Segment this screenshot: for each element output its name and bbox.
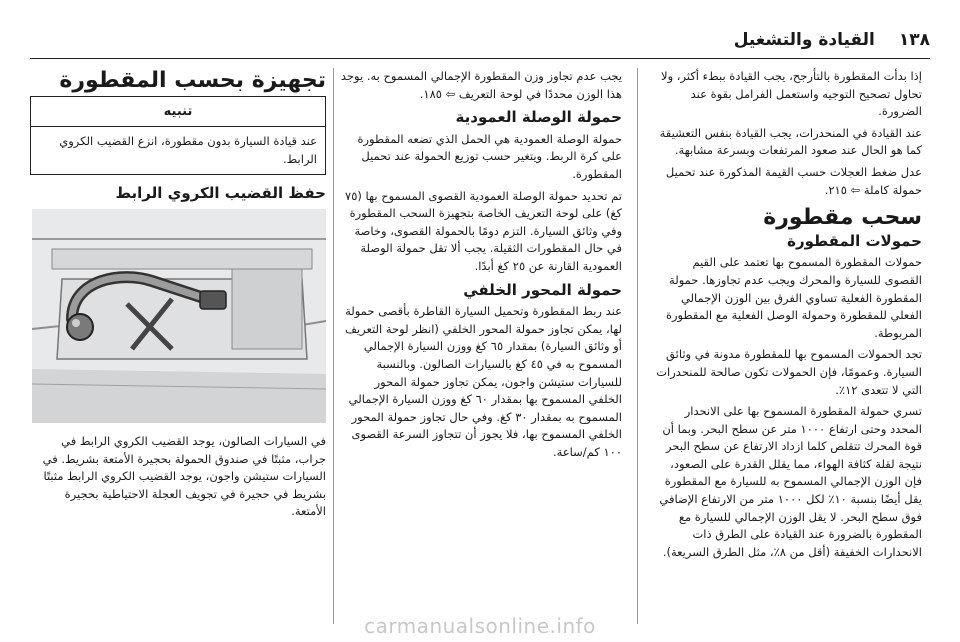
page-header (30, 10, 930, 50)
column-left (30, 68, 326, 525)
section-heading: سحب مقطورة (763, 205, 922, 231)
column-middle (340, 68, 622, 465)
paragraph: تسري حمولة المقطورة المسموح بها على الانحدار المحدد وحتى ارتفاع ١٠٠٠ متر عن سطح البحر. وبما أن قوة المحرك تتقلص كلما ازداد الارتفاع عن سطح البحر نتيجة لقلة كثافة الهواء، مما يقلل القدرة على الصعود، فإن الوزن الإجمالي المسموح به للسيارة مع المقطورة يقل أيضًا بنسبة ١٠٪ لكل ١٠٠٠ متر من الارتفاع الإضافي فوق سطح البحر. لا يقل الوزن الإجمالي للسيارة مع المقطورة بالضرورة عند القيادة على الطرق ذات الانحدارات الخفيفة (أقل من ٨٪، مثل الطرق السريعة). (659, 404, 922, 559)
caution-title: تنبيه (31, 97, 325, 128)
paragraph: عدل ضغط العجلات حسب القيمة المذكورة عند تحميل حمولة كاملة ⇦ ٢١٥. (665, 164, 922, 197)
caution-body: عند قيادة السيارة بدون مقطورة، انزع القضيب الكروي الرابط. (59, 134, 317, 166)
paragraph: عند ربط المقطورة وتحميل السيارة القاطرة بأقصى حمولة لها، يمكن تجاوز حمولة المحور الخلفي (انظر لوحة التعريف أو وثائق السيارة) بمقدار ٦٥ كغ ووزن السيارة الإجمالي المسموح به في ٤٥ كغ بالسيارات الصالون. وبالنسبة للسيارات ستيشن واجون، يمكن تجاوز حمولة المحور الخلفي المسموح بها بمقدار ٦٠ كغ ووزن السيارة الإجمالي المسموح به بمقدار ٣٠ كغ. وفي حال تجاوز حمولة المحور الخلفي المسموح بها، فلا يجوز أن تتجاوز السرعة القصوى ١٠٠ كم/ساعة. (345, 304, 622, 459)
subheading: حمولات المقطورة (787, 231, 922, 250)
paragraph: في السيارات الصالون، يوجد القضيب الكروي الرابط في جراب، مثبتًا في صندوق الحمولة بحجيرة الأمتعة بشريط. في السيارات ستيشن واجون، يوجد القضيب الكروي الرابط مثبتًا بشريط في حجيرة في تجويف العجلة الاحتياطية بحجيرة الأمتعة. (42, 433, 326, 519)
watermark: carmanualsonline.info (364, 614, 596, 638)
page-number: ١٣٨ (898, 30, 930, 50)
subheading: حفظ القضيب الكروي الرابط (115, 184, 326, 203)
paragraph: حمولات المقطورة المسموح بها تعتمد على القيم القصوى للسيارة والمحرك ويجب عدم تجاوزها. حمولة المقطورة الفعلية تساوي الفرق بين الوزن الإجمالي الفعلي للمقطورة وحمولة الوصل الفعلية مع المقطورة المربوطة. (665, 255, 922, 340)
column-right (652, 68, 922, 565)
section-heading: تجهيزة بحسب المقطورة (59, 68, 326, 93)
paragraph: يجب عدم تجاوز وزن المقطورة الإجمالي المسموح به. يوجد هذا الوزن محددًا في لوحة التعريف ⇦ ١٨٥. (340, 69, 622, 101)
column-divider (637, 68, 638, 624)
caution-box (30, 96, 326, 176)
paragraph: حمولة الوصلة العمودية هي الحمل الذي تضعه المقطورة على كرة الربط. ويتغير حسب توزيع الحمولة عند تحميل المقطورة. (357, 131, 622, 181)
header-rule (30, 58, 930, 59)
paragraph: تم تحديد حمولة الوصلة العمودية القصوى المسموح بها (٧٥ كغ) على لوحة التعريف الخاصة بتجهيزة السحب المقطورة وفي وثائق السيارة. التزم دومًا بالحمولة القصوى، وخاصة في حال المقطورات الثقيلة. يجب ألا تقل حمولة الوصلة العمودية القارنة عن ٢٥ كغ أبدًا. (345, 188, 622, 273)
column-divider (333, 68, 334, 624)
trunk-figure (32, 209, 326, 423)
subheading: حمولة المحور الخلفي (463, 280, 622, 299)
paragraph: إذا بدأت المقطورة بالتأرجح، يجب القيادة ببطء أكثر، ولا تحاول تصحيح التوجيه واستعمل الفرامل بقوة عند الضرورة. (661, 69, 922, 119)
page-title: القيادة والتشغيل (733, 30, 875, 50)
subheading: حمولة الوصلة العمودية (455, 108, 622, 127)
paragraph: تجد الحمولات المسموح بها للمقطورة مدونة في وثائق السيارة. وعمومًا، فإن الحمولات تكون صالحة للمنحدرات التي لا تتعدى ١٢٪. (656, 347, 922, 397)
paragraph: عند القيادة في المنحدرات، يجب القيادة بنفس التعشيقة كما هو الحال عند صعود المرتفعات وبسرعة مشابهة. (659, 125, 922, 158)
trunk-illustration (32, 209, 326, 423)
